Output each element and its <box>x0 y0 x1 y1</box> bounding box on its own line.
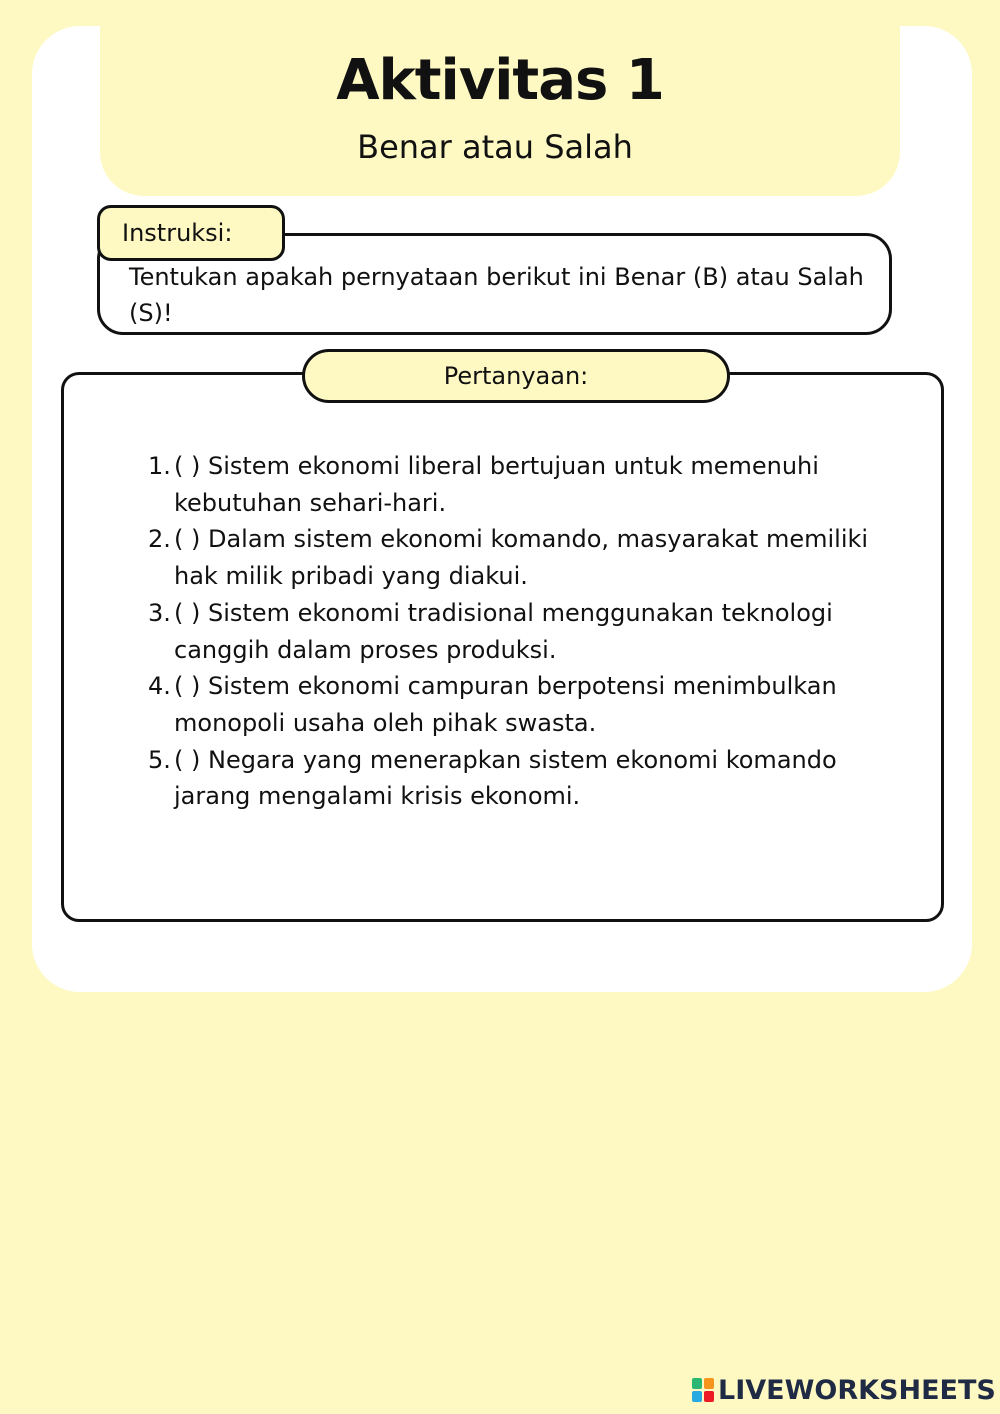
question-number: 1. <box>148 452 171 480</box>
question-text: ( ) Dalam sistem ekonomi komando, masyarakat memiliki hak milik pribadi yang diakui. <box>174 525 869 591</box>
question-text: ( ) Sistem ekonomi tradisional menggunakan teknologi canggih dalam proses produksi. <box>174 598 833 664</box>
logo-square <box>704 1378 714 1389</box>
question-number: 5. <box>148 745 171 774</box>
question-item <box>148 742 908 815</box>
question-text: ( ) Sistem ekonomi campuran berpotensi menimbulkan monopoli usaha oleh pihak swasta. <box>174 672 837 737</box>
instruction-text: Tentukan apakah pernyataan berikut ini Benar (B) atau Salah (S)! <box>129 263 864 327</box>
question-list <box>148 448 908 815</box>
instruction-label: Instruksi: <box>97 205 285 261</box>
question-text: ( ) Sistem ekonomi liberal bertujuan untuk memenuhi kebutuhan sehari-hari. <box>174 452 819 517</box>
question-number: 2. <box>148 525 171 554</box>
question-item <box>148 668 908 741</box>
question-text: ( ) Negara yang menerapkan sistem ekonomi komando jarang mengalami krisis ekonomi. <box>174 745 837 811</box>
page-title: Aktivitas 1 <box>336 48 664 113</box>
question-item <box>148 448 908 521</box>
logo-square <box>704 1391 714 1402</box>
logo-square <box>692 1378 702 1389</box>
question-number: 4. <box>148 672 171 701</box>
liveworksheets-logo[interactable] <box>692 1374 996 1406</box>
question-item <box>148 595 908 668</box>
questions-label: Pertanyaan: <box>302 349 730 403</box>
page-subtitle: Benar atau Salah <box>357 128 633 166</box>
question-item <box>148 521 908 594</box>
liveworksheets-logo-icon <box>692 1378 714 1402</box>
logo-text: LIVEWORKSHEETS <box>718 1374 996 1406</box>
logo-square <box>692 1391 702 1402</box>
question-number: 3. <box>148 598 171 627</box>
